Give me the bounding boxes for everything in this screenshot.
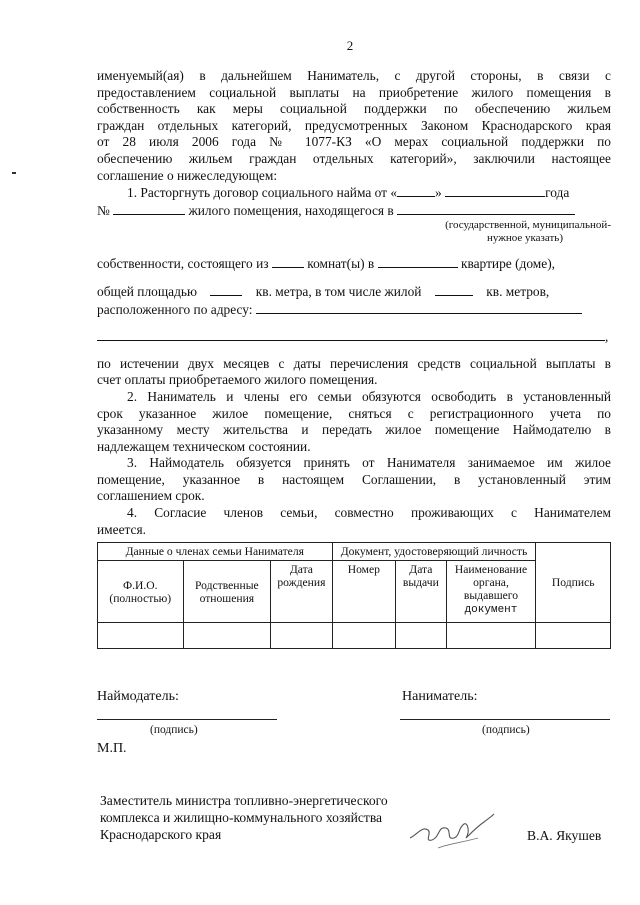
header-signature: Подпись (536, 543, 611, 623)
rooms-blank (272, 255, 304, 268)
text-line: соглашением срок. (97, 488, 205, 504)
position-line: комплекса и жилищно-коммунального хозяйства (100, 809, 383, 825)
item-1-line-5 (97, 301, 611, 319)
scan-mark (12, 172, 16, 174)
item-1-line-3 (97, 255, 611, 273)
header-document-number: Номер (332, 561, 396, 623)
landlord-signature-line (97, 719, 277, 720)
text-line: 4. Согласие членов семьи, совместно проживающих с Нанимателем (127, 505, 611, 521)
landlord-signature-caption: (подпись) (150, 724, 198, 736)
header-issuer (446, 561, 536, 623)
item-1-text: кв. метра, в том числе жилой (255, 283, 422, 299)
text-line: собственность как меры социальной поддержки по обеспечению жильем (97, 101, 611, 117)
item-1-text: расположенного по адресу: (97, 301, 253, 317)
item-1-text: общей площадью (97, 283, 197, 299)
text-line: предоставлением социальной выплаты на приобретение жилого помещения в (97, 84, 611, 100)
address-blank-2 (97, 328, 605, 341)
table-cell (396, 623, 446, 649)
item-1-line-1 (97, 184, 611, 202)
intro-paragraph (97, 68, 611, 184)
text-line: 2. Наниматель и члены его семьи обязуются освободить в установленный (127, 388, 611, 404)
contract-number-blank (113, 202, 185, 215)
item-1-continued (97, 356, 611, 389)
header-birth-date: Дата рождения (271, 561, 332, 623)
position-line: Краснодарского края (100, 826, 222, 842)
comma: , (605, 329, 609, 345)
item-1-line-4 (97, 283, 611, 301)
tenant-signature-caption: (подпись) (482, 724, 530, 736)
living-area-blank (435, 283, 473, 296)
item-1-text: кв. метров, (486, 283, 550, 299)
header-relation: Родственные отношения (183, 561, 271, 623)
tenant-signature-line (400, 719, 610, 720)
ownership-blank (397, 202, 575, 215)
table-cell (271, 623, 332, 649)
item-1-line-2 (97, 202, 611, 220)
item-1-text: квартире (доме), (460, 256, 556, 272)
text-line: имеется. (97, 521, 146, 537)
item-1-line-6 (97, 328, 611, 346)
table-cell (446, 623, 536, 649)
quote-close: » (435, 185, 442, 201)
text-line: надлежащем техническом состоянии. (97, 438, 311, 454)
text-line: помещение, указанное в настоящем Соглашении, в установленный этим (97, 471, 611, 487)
family-members-table (97, 542, 611, 649)
agreement-text (97, 68, 611, 538)
note-line-2: нужное указать) (487, 232, 563, 245)
item-1-text: 1. Расторгнуть договор социального найма от « (127, 185, 398, 201)
text-line: соглашение о нижеследующем: (97, 167, 278, 183)
text-line: обеспечению жильем граждан отдельных категорий», заключили настоящее (97, 150, 611, 166)
text-line: именуемый(ая) в дальнейшем Наниматель, с другой стороны, в связи с (97, 68, 611, 83)
table-row (98, 623, 611, 649)
item-1-text: жилого помещения, находящегося в (188, 202, 394, 218)
header-family-data: Данные о членах семьи Нанимателя (98, 543, 333, 561)
item-3 (97, 455, 611, 505)
header-identity-document: Документ, удостоверяющий личность (332, 543, 536, 561)
text-line: счет оплаты приобретаемого жилого помещения. (97, 372, 378, 388)
address-blank (256, 301, 582, 314)
year-label: года (545, 185, 570, 201)
item-1-text: комнат(ы) в (307, 256, 375, 272)
page-number: 2 (346, 38, 354, 53)
note-line-1: (государственной, муниципальной- (445, 219, 611, 232)
item-1-text: собственности, состоящего из (97, 256, 269, 272)
number-sign: № (97, 202, 110, 218)
text-line: граждан отдельных категорий, предусмотренных Законом Краснодарского края (97, 117, 611, 133)
table-cell (332, 623, 396, 649)
table-cell (98, 623, 184, 649)
header-fio: Ф.И.О. (полностью) (98, 561, 184, 623)
signer-name: В.А. Якушев (527, 828, 602, 843)
table-cell (536, 623, 611, 649)
text-line: срок указанное жилое помещение, сняться с регистрационного учета по (97, 405, 611, 421)
header-issue-date: Дата выдачи (396, 561, 446, 623)
text-line: 3. Наймодатель обязуется принять от Нанимателя занимаемое им жилое (127, 455, 611, 471)
item-4 (97, 505, 611, 538)
table-header-row (98, 543, 611, 561)
text-line: от 28 июля 2006 года № 1077-КЗ «О мерах социальной поддержки по (97, 134, 611, 150)
text-line: указанному месту жительства и передать жилое помещение Наймодателю в (97, 422, 611, 438)
table-subheader-row (98, 561, 611, 623)
table-cell (183, 623, 271, 649)
official-position (100, 793, 388, 843)
item-2 (97, 389, 611, 455)
text-line: по истечении двух месяцев с даты перечисления средств социальной выплаты в (97, 355, 611, 371)
month-blank (445, 184, 545, 197)
position-line: Заместитель министра топливно-энергетического (100, 793, 388, 808)
issuer-label: Наименование органа, выдавшего (454, 563, 528, 602)
total-area-blank (210, 283, 242, 296)
landlord-label: Наймодатель: (97, 689, 179, 704)
seal-placeholder: М.П. (97, 741, 127, 756)
item-1 (97, 184, 611, 346)
tenant-label: Наниматель: (402, 689, 478, 704)
handwritten-signature-icon (408, 804, 496, 854)
flat-blank (378, 255, 458, 268)
day-blank (397, 184, 435, 197)
issuer-doc-label: документ (464, 604, 518, 616)
